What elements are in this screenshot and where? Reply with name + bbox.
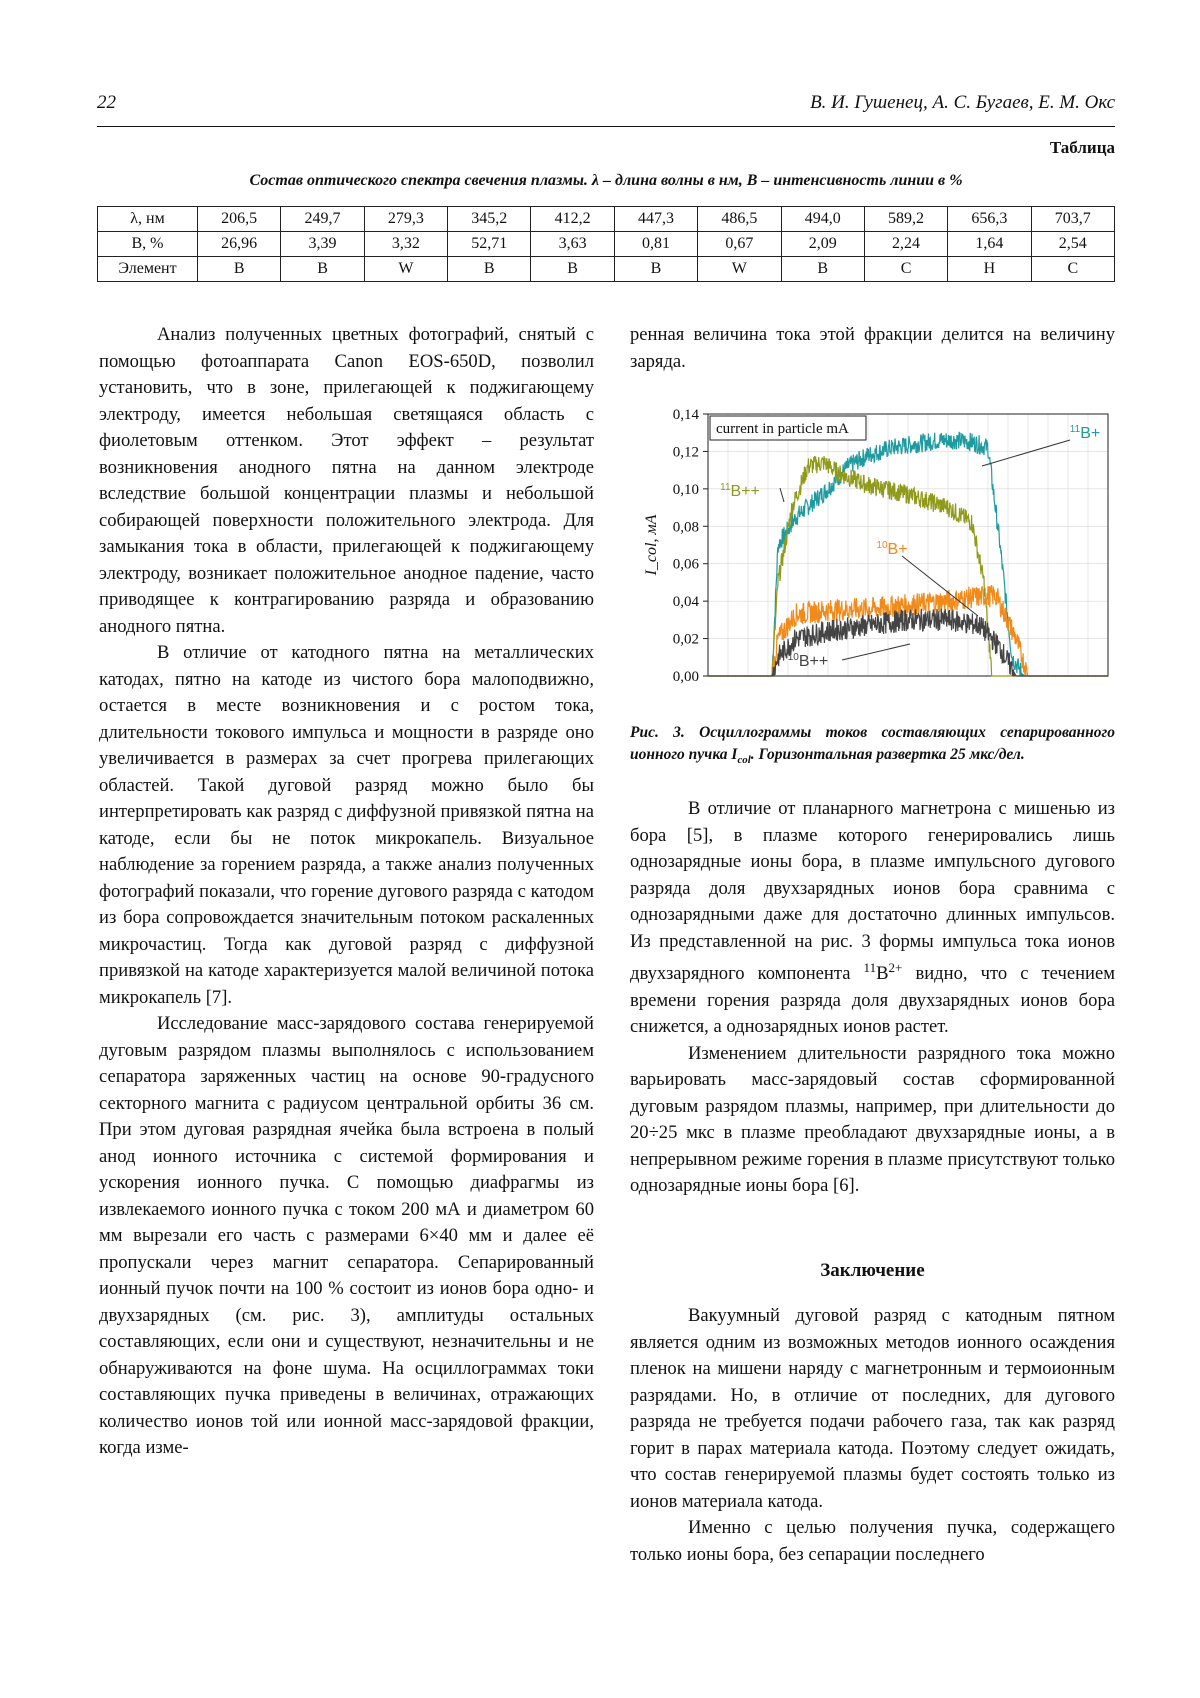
- paragraph: Анализ полученных цветных фотографий, снятый с помощью фотоаппарата Canon EOS-650D, позволил установить, что в зоне, прилегающей к поджигающему электроду, имеется небольшая светящаяся область с фиолетовым оттенком. Этот эффект – результат возникновения анодного пятна на данном электроде вследствие большой концентрации плазмы и небольшой собирающей поверхности положительного электрода. Для замыкания тока в области, прилегающей к поджигающему электроду, возникает положительное анодное падение, часто приводящее к контрагированию разряда и образованию анодного пятна.: [99, 324, 594, 637]
- table-cell: 2,09: [781, 232, 864, 257]
- paragraph-text: В отличие от планарного магнетрона с мишенью из бора [5], в плазме которого генерировались лишь однозарядные ионы бора, в плазме импульсного дугового разряда доля двухзарядных ионов бора сравнима с однозарядными даже для достаточно длинных импульсов. Из представленной на рис. 3 формы импульса тока ионов двухзарядного компонента: [630, 798, 1115, 985]
- table-cell: 26,96: [198, 232, 281, 257]
- table-cell: 412,2: [531, 207, 614, 232]
- y-tick-label: 0,08: [672, 519, 699, 536]
- table-cell: 1,64: [948, 232, 1031, 257]
- y-tick-label: 0,00: [672, 669, 699, 685]
- table-cell: W: [364, 257, 447, 282]
- pointer-arrow: [842, 644, 910, 660]
- y-tick-label: 0,04: [672, 594, 699, 611]
- figure-caption-text: Рис. 3. Осциллограммы токов составляющих сепарированного ионного пучка I: [630, 724, 1115, 763]
- table-row: [98, 207, 1115, 232]
- paragraph-continued: ренная величина тока этой фракции делится на величину заряда.: [630, 324, 1115, 372]
- paragraph-text-end: видно, что с течением времени горения разряда доля двухзарядных ионов бора снижется, а однозарядных ионов растет.: [630, 963, 1116, 1038]
- pointer-arrow: [780, 488, 784, 502]
- pointer-arrow: [982, 440, 1070, 466]
- spectrum-table: [97, 206, 1115, 282]
- row-header: Элемент: [98, 257, 198, 282]
- charge-superscript: 2+: [888, 960, 903, 975]
- row-header: λ, нм: [98, 207, 198, 232]
- table-cell: 486,5: [698, 207, 781, 232]
- table-cell: 656,3: [948, 207, 1031, 232]
- y-axis-label: I_col, мА: [643, 514, 660, 576]
- series-label: $^{11}$B++: [720, 482, 760, 500]
- table-cell: B: [198, 257, 281, 282]
- table-cell: 494,0: [781, 207, 864, 232]
- table-cell: 703,7: [1031, 207, 1114, 232]
- table-cell: 589,2: [864, 207, 947, 232]
- running-header: [97, 92, 1115, 118]
- table-cell: C: [1031, 257, 1114, 282]
- paragraph: Изменением длительности разрядного тока можно варьировать масс-зарядовый состав сформированной дуговым разрядом плазмы, например, при длительности до 20÷25 мкс в плазме преобладают двухзарядные ионы, а в непрерывном режиме горения в плазме присутствуют только однозарядные ионы бора [6].: [630, 1042, 1115, 1197]
- isotope-superscript: 11: [863, 960, 877, 975]
- paragraph: В отличие от катодного пятна на металлических катодах, пятно на катоде из чистого бора малоподвижно, остается в месте возникновения и с ростом тока, длительности токового импульса и мощности в разряде оно увеличивается в размерах за счет прогрева прилегающих областей. Такой дуговой разряд можно было бы интерпретировать как разряд с диффузной привязкой пятна на катоде, если бы не поток микрокапель. Визуальное наблюдение за горением разряда, а также анализ полученных фотографий показали, что горение дугового разряда с катодом из бора сопровождается значительным потоком раскаленных микрочастиц. Тогда как дуговой разряд с диффузной привязкой на катоде характеризуется малой величиной потока микрокапель [7].: [99, 642, 594, 1008]
- left-column: [99, 322, 594, 1462]
- table-cell: 3,32: [364, 232, 447, 257]
- y-tick-label: 0,14: [672, 407, 699, 423]
- table-cell: 2,54: [1031, 232, 1114, 257]
- table-cell: B: [531, 257, 614, 282]
- conclusion-body: [630, 1303, 1115, 1568]
- paragraph: [630, 796, 1115, 1041]
- table-cell: B: [614, 257, 697, 282]
- table-cell: 249,7: [281, 207, 364, 232]
- series-label: $^{10}$B+: [876, 540, 908, 558]
- table-cell: 3,39: [281, 232, 364, 257]
- y-tick-label: 0,10: [672, 481, 699, 498]
- table-cell: 279,3: [364, 207, 447, 232]
- table-row: [98, 257, 1115, 282]
- series-label: $^{11}$B+: [1069, 424, 1101, 442]
- paragraph: Вакуумный дуговой разряд с катодным пятном является одним из возможных методов ионного осаждения пленок на мишени наряду с магнетронным и термоионным разрядами. Но, в отличие от последних, для дугового разряда не требуется подачи рабочего газа, так как разряд горит в парах материала катода. Поэтому следует ожидать, что состав генерируемой плазмы будет состоять только из ионов материала катода.: [630, 1305, 1115, 1512]
- table-label: Таблица: [1049, 138, 1115, 157]
- series-label: $^{10}$B++: [787, 652, 829, 670]
- figure-caption-text-end: . Горизонтальная развертка 25 мкс/дел.: [750, 746, 1025, 763]
- paragraph: Именно с целью получения пучка, содержащего только ионы бора, без сепарации последнего: [630, 1517, 1115, 1565]
- table-cell: 345,2: [448, 207, 531, 232]
- oscillogram-chart: [630, 404, 1115, 704]
- table-cell: 3,63: [531, 232, 614, 257]
- element-symbol: B: [876, 963, 889, 985]
- table-cell: B: [781, 257, 864, 282]
- y-tick-label: 0,02: [672, 631, 699, 648]
- running-authors: В. И. Гушенец, А. С. Бугаев, Е. М. Окс: [810, 92, 1115, 113]
- page-number: 22: [97, 92, 116, 113]
- table-caption: Состав оптического спектра свечения плазмы. λ – длина волны в нм, B – интенсивность линии в %: [249, 172, 963, 189]
- table-cell: W: [698, 257, 781, 282]
- table-cell: 447,3: [614, 207, 697, 232]
- table-cell: 52,71: [448, 232, 531, 257]
- table-cell: 0,67: [698, 232, 781, 257]
- right-column-top: [630, 322, 1115, 375]
- section-title: Заключение: [820, 1260, 925, 1281]
- table-cell: C: [864, 257, 947, 282]
- paragraph: Исследование масс-зарядового состава генерируемой дуговым разрядом плазмы выполнялось с использованием сепаратора заряженных частиц на основе 90-градусного секторного магнита с радиусом центральной орбиты 36 см. При этом дуговая разрядная ячейка была встроена в полый анод ионного источника с системой формирования и ускорения ионного пучка. С помощью диафрагмы из извлекаемого ионного пучка с током 200 мА и диаметром 60 мм вырезали его часть с размерами 6×40 мм и далее её пропускали через магнит сепаратора. Сепарированный ионный пучок почти на 100 % состоит из ионов бора одно- и двухзарядных (см. рис. 3), амплитуды остальных составляющих, если они и существуют, незначительны и не обнаруживаются на фоне шума. На осциллограммах токи составляющих пучка приведены в величинах, отражающих количество ионов той или ионной масс-зарядовой фракции, когда изме-: [99, 1013, 594, 1458]
- table-cell: B: [448, 257, 531, 282]
- right-column-bottom: [630, 796, 1115, 1200]
- table-cell: B: [281, 257, 364, 282]
- figure-caption-subscript: col: [737, 754, 751, 767]
- table-row: [98, 232, 1115, 257]
- table-cell: H: [948, 257, 1031, 282]
- legend-label: current in particle mA: [716, 421, 849, 437]
- table-cell: 206,5: [198, 207, 281, 232]
- table-cell: 2,24: [864, 232, 947, 257]
- row-header: B, %: [98, 232, 198, 257]
- y-tick-label: 0,06: [672, 556, 699, 573]
- y-tick-label: 0,12: [672, 444, 699, 461]
- header-rule: [97, 126, 1115, 127]
- figure-caption: [630, 722, 1115, 771]
- table-cell: 0,81: [614, 232, 697, 257]
